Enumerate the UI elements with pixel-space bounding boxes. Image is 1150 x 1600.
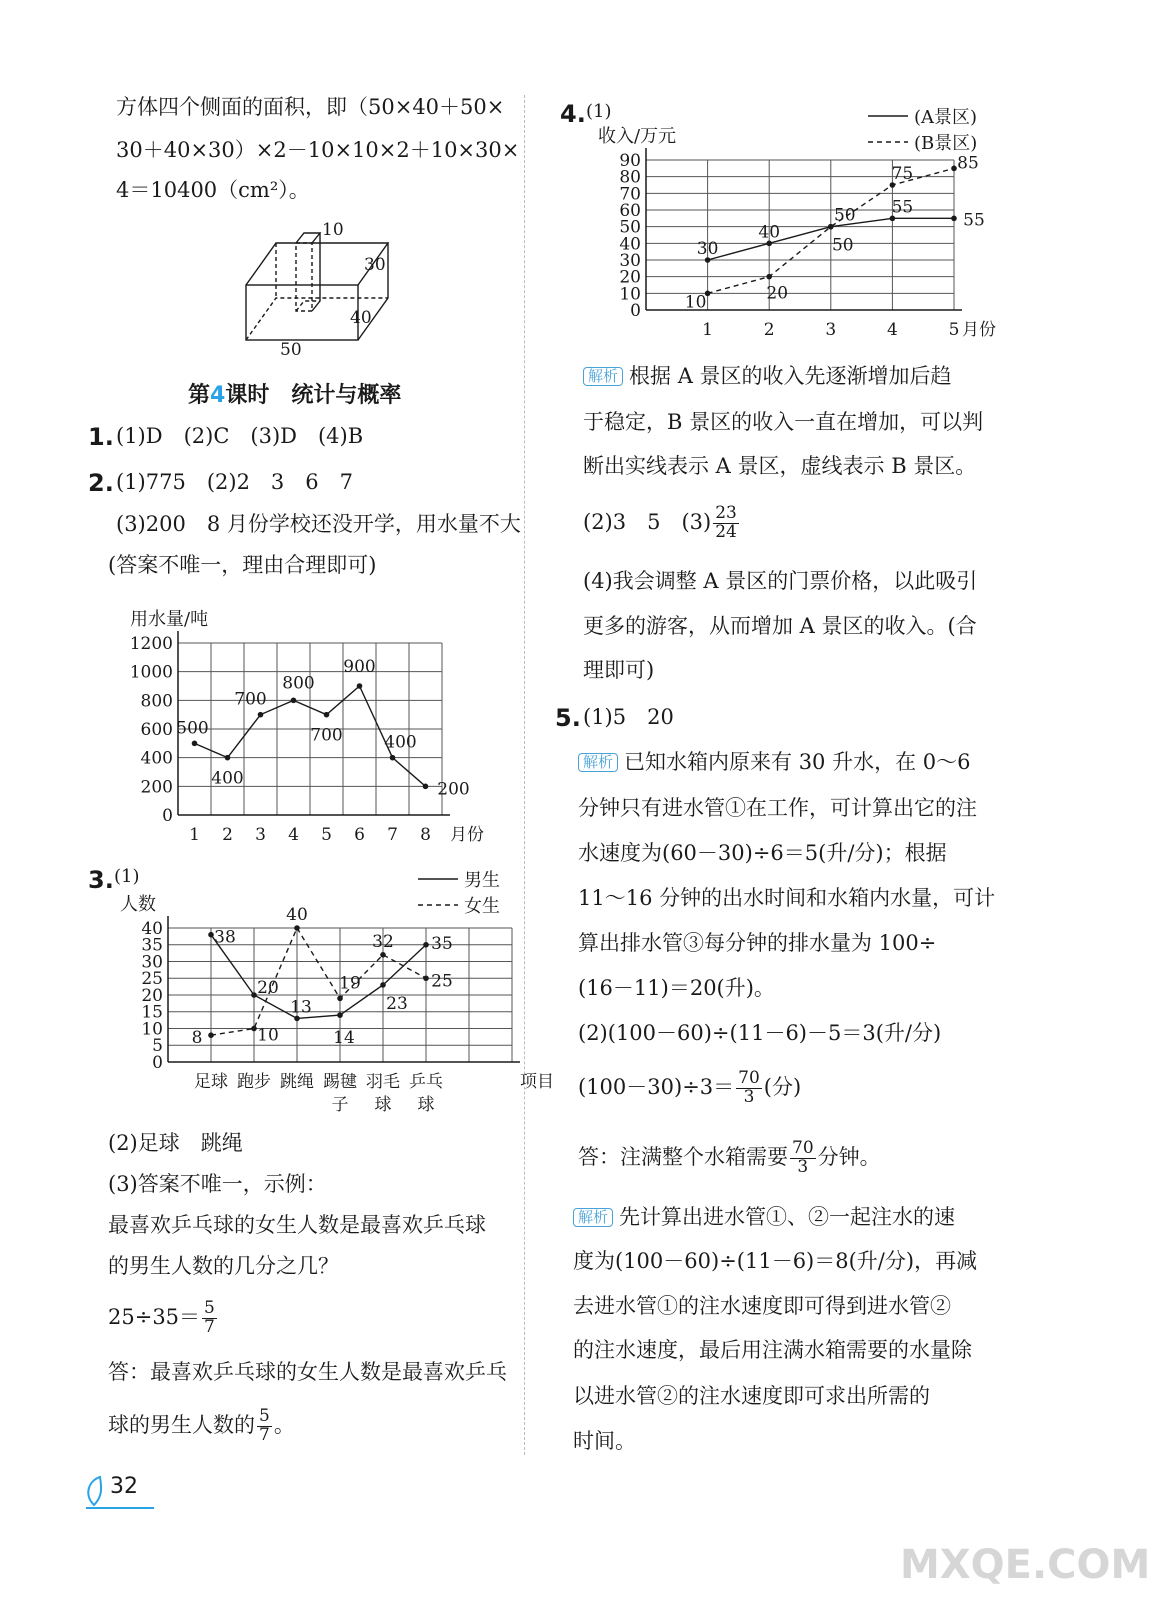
x-tick-label: 5 <box>321 825 332 845</box>
x-tick-label-2: 球 <box>374 1095 392 1115</box>
data-point <box>423 942 429 948</box>
data-label: 55 <box>963 210 985 231</box>
y-tick-label: 600 <box>140 719 173 740</box>
q5-analysis-b5: 以进水管②的注水速度即可求出所需的 <box>573 1384 930 1408</box>
x-axis-title: 月份 <box>450 825 484 845</box>
data-label: 200 <box>437 779 470 800</box>
data-point <box>828 224 834 230</box>
q5-analysis-6: (16－11)＝20(升)。 <box>578 976 775 1000</box>
y-axis-title: 用水量/吨 <box>130 609 209 630</box>
data-label: 800 <box>282 673 315 694</box>
x-tick-label: 3 <box>255 825 266 845</box>
y-tick-label: 60 <box>619 200 641 221</box>
data-label: 40 <box>758 222 781 243</box>
legend-label-0: 男生 <box>464 870 500 891</box>
data-point <box>291 698 297 704</box>
data-label: 700 <box>310 725 343 746</box>
x-tick-label-2: 球 <box>417 1095 435 1115</box>
legend-label-0: (A景区) <box>914 107 978 128</box>
data-label: 14 <box>333 1028 355 1049</box>
y-tick-label: 200 <box>140 777 173 798</box>
q4-part4-b: 更多的游客，从而增加 A 景区的收入。(合 <box>583 614 977 638</box>
x-tick-label: 1 <box>702 320 714 340</box>
q3-part1: (1) <box>114 866 140 887</box>
x-tick-label: 4 <box>886 320 898 340</box>
q4-part2-3: (2)3 5 (3) $\frac{23}{24}$ <box>583 503 737 542</box>
x-tick-label: 跑步 <box>237 1072 271 1092</box>
data-label: 400 <box>211 768 244 789</box>
q4-number: 4. <box>560 100 586 128</box>
q1-answer: (1)D (2)C (3)D (4)B <box>116 424 364 448</box>
x-tick-label: 8 <box>420 825 431 845</box>
q5-part3: (100－30)÷3＝ $\frac{70}{3}$ (分) <box>578 1068 802 1107</box>
data-point <box>251 992 257 998</box>
q3-part3: (3)答案不唯一，示例： <box>108 1172 327 1196</box>
data-point <box>337 996 343 1002</box>
y-axis-title: 人数 <box>120 894 156 915</box>
x-tick-label: 羽毛 <box>366 1072 400 1092</box>
q5-part2: (2)(100－60)÷(11－6)－5＝3(升/分) <box>578 1021 942 1045</box>
data-label: 10 <box>684 292 707 313</box>
q4-part1: (1) <box>586 101 612 122</box>
q2-number: 2. <box>88 469 114 497</box>
legend-label-1: 女生 <box>464 896 500 917</box>
data-point <box>766 274 772 280</box>
data-label: 500 <box>176 718 209 739</box>
box-diagram <box>230 215 410 360</box>
y-tick-label: 800 <box>140 691 173 712</box>
data-label: 85 <box>957 153 979 174</box>
data-label: 50 <box>833 205 856 226</box>
x-axis-title: 项目 <box>520 1072 554 1092</box>
y-tick-label: 1200 <box>129 633 173 654</box>
y-tick-label: 15 <box>141 1002 163 1023</box>
page-number: 32 <box>110 1474 138 1499</box>
data-point <box>380 982 386 988</box>
q2-answer-c: (答案不唯一，理由合理即可) <box>108 553 377 577</box>
y-tick-label: 30 <box>141 952 163 973</box>
x-axis-title: 月份 <box>962 320 996 340</box>
data-label: 900 <box>343 657 376 677</box>
analysis-tag: 解析 <box>573 1208 613 1227</box>
y-axis-title: 收入/万元 <box>598 126 677 147</box>
q5-number: 5. <box>555 704 581 732</box>
sports-preference-chart <box>100 862 554 1120</box>
q5-answer: 答：注满整个水箱需要 $\frac{70}{3}$ 分钟。 <box>578 1138 881 1177</box>
data-label: 20 <box>257 978 279 998</box>
data-label: 700 <box>234 689 267 710</box>
y-tick-label: 1000 <box>129 662 173 683</box>
data-point <box>423 784 429 790</box>
y-tick-label: 25 <box>141 969 163 990</box>
data-point <box>294 925 300 931</box>
data-label: 32 <box>372 931 394 952</box>
data-point <box>357 683 363 689</box>
y-tick-label: 35 <box>141 935 163 956</box>
data-label: 40 <box>286 905 308 925</box>
data-label: 30 <box>696 239 719 259</box>
watermark: MXQE.COM <box>900 1542 1150 1588</box>
q4-analysis-1: 解析 根据 A 景区的收入先逐渐增加后趋 <box>583 366 952 387</box>
x-tick-label: 跳绳 <box>280 1072 314 1092</box>
data-label: 400 <box>384 732 417 753</box>
q2-answer-b: (3)200 8 月份学校还没开学，用水量不大 <box>116 512 521 536</box>
data-label: 20 <box>766 283 789 304</box>
data-label: 25 <box>431 971 453 992</box>
x-tick-label: 足球 <box>194 1072 228 1092</box>
y-tick-label: 50 <box>619 217 641 238</box>
y-tick-label: 90 <box>619 150 641 171</box>
x-tick-label: 5 <box>948 320 960 340</box>
x-tick-label: 3 <box>825 320 837 340</box>
x-tick-label: 踢毽 <box>323 1072 357 1092</box>
data-point <box>337 1012 343 1018</box>
box-label-50: 50 <box>280 340 302 360</box>
data-label: 8 <box>191 1028 203 1049</box>
analysis-tag: 解析 <box>583 367 623 386</box>
q5-analysis-5: 算出排水管③每分钟的排水量为 100÷ <box>578 931 937 955</box>
data-point <box>208 932 214 938</box>
y-tick-label: 10 <box>619 284 641 305</box>
y-tick-label: 0 <box>162 805 173 826</box>
y-tick-label: 20 <box>141 985 163 1006</box>
q3-answer-1: 答：最喜欢乒乓球的女生人数是最喜欢乒乓 <box>108 1360 507 1384</box>
q5-part1: (1)5 20 <box>583 705 674 729</box>
q5-analysis-4: 11～16 分钟的出水时间和水箱内水量，可计 <box>578 886 996 910</box>
data-point <box>225 755 231 761</box>
q5-analysis-b6: 时间。 <box>573 1429 636 1453</box>
legend-label-1: (B景区) <box>914 133 978 154</box>
y-tick-label: 0 <box>630 300 641 321</box>
section-title: 第4课时 统计与概率 <box>188 383 402 408</box>
x-tick-label: 6 <box>354 825 365 845</box>
y-tick-label: 30 <box>619 250 641 271</box>
q3-question-2: 的男生人数的几分之几？ <box>108 1254 339 1278</box>
intro-line-1: 方体四个侧面的面积，即（50×40＋50× <box>116 95 505 119</box>
data-point <box>423 975 429 981</box>
data-point <box>324 712 330 718</box>
q5-analysis-b2: 度为(100－60)÷(11－6)＝8(升/分)，再减 <box>573 1249 978 1273</box>
q5-analysis-b1: 解析 先计算出进水管①、②一起注水的速 <box>573 1207 955 1228</box>
data-point <box>390 755 396 761</box>
q4-analysis-3: 断出实线表示 A 景区，虚线表示 B 景区。 <box>583 454 977 478</box>
y-tick-label: 40 <box>619 234 641 255</box>
q3-part2: (2)足球 跳绳 <box>108 1131 243 1155</box>
y-tick-label: 80 <box>619 167 641 188</box>
q5-analysis-2: 分钟只有进水管①在工作，可计算出它的注 <box>578 796 977 820</box>
data-point <box>251 1026 257 1032</box>
data-point <box>192 741 198 747</box>
data-label: 35 <box>431 933 453 954</box>
data-label: 55 <box>891 197 914 218</box>
q4-analysis-2: 于稳定，B 景区的收入一直在增加，可以判 <box>583 410 984 434</box>
x-tick-label: 2 <box>763 320 775 340</box>
x-tick-label: 乒乓 <box>409 1072 443 1092</box>
x-tick-label: 4 <box>288 825 299 845</box>
x-tick-label: 7 <box>387 825 398 845</box>
q5-analysis-b4: 的注水速度，最后用注满水箱需要的水量除 <box>573 1338 972 1362</box>
x-tick-label-2: 子 <box>331 1095 349 1115</box>
y-tick-label: 20 <box>619 267 641 288</box>
scenic-income-chart <box>600 100 1020 348</box>
q5-analysis-3: 水速度为(60－30)÷6＝5(升/分)；根据 <box>578 841 947 865</box>
q2-answer-a: (1)775 (2)2 3 6 7 <box>116 470 354 494</box>
q3-answer-2: 球的男生人数的 $\frac{5}{7}$ 。 <box>108 1406 295 1445</box>
data-label: 38 <box>214 927 236 948</box>
water-usage-chart <box>100 585 520 850</box>
analysis-tag: 解析 <box>578 753 618 772</box>
intro-line-2: 30＋40×30）×2－10×10×2＋10×30× <box>116 138 520 162</box>
y-tick-label: 70 <box>619 184 641 205</box>
data-label: 23 <box>386 993 408 1014</box>
box-label-30: 30 <box>364 255 386 275</box>
x-tick-label: 1 <box>189 825 200 845</box>
box-label-40: 40 <box>350 308 372 328</box>
q5-analysis-b3: 去进水管①的注水速度即可得到进水管② <box>573 1294 951 1318</box>
data-point <box>951 216 957 222</box>
q3-equation: 25÷35＝ $\frac{5}{7}$ <box>108 1298 215 1337</box>
intro-line-3: 4＝10400（cm²）。 <box>116 178 310 202</box>
data-point <box>208 1032 214 1038</box>
data-label: 10 <box>257 1025 279 1046</box>
data-point <box>258 712 264 718</box>
q3-question-1: 最喜欢乒乓球的女生人数是最喜欢乒乓球 <box>108 1213 486 1237</box>
q4-part4-c: 理即可) <box>583 658 655 682</box>
data-point <box>951 166 957 172</box>
y-tick-label: 400 <box>140 748 173 769</box>
y-tick-label: 10 <box>141 1019 163 1040</box>
q3-number: 3. <box>88 866 114 894</box>
data-label: 75 <box>891 164 914 184</box>
y-tick-label: 5 <box>152 1036 163 1057</box>
y-tick-label: 40 <box>141 918 163 939</box>
box-label-10: 10 <box>322 220 344 240</box>
q5-analysis-1: 解析 已知水箱内原来有 30 升水，在 0～6 <box>578 752 970 773</box>
data-label: 19 <box>339 973 361 994</box>
data-point <box>380 952 386 958</box>
data-label: 13 <box>290 997 312 1018</box>
q4-part4-a: (4)我会调整 A 景区的门票价格，以此吸引 <box>583 569 978 593</box>
y-tick-label: 0 <box>152 1052 163 1073</box>
data-label: 50 <box>831 235 854 256</box>
q1-number: 1. <box>88 423 114 451</box>
column-divider <box>524 95 525 1455</box>
x-tick-label: 2 <box>222 825 233 845</box>
